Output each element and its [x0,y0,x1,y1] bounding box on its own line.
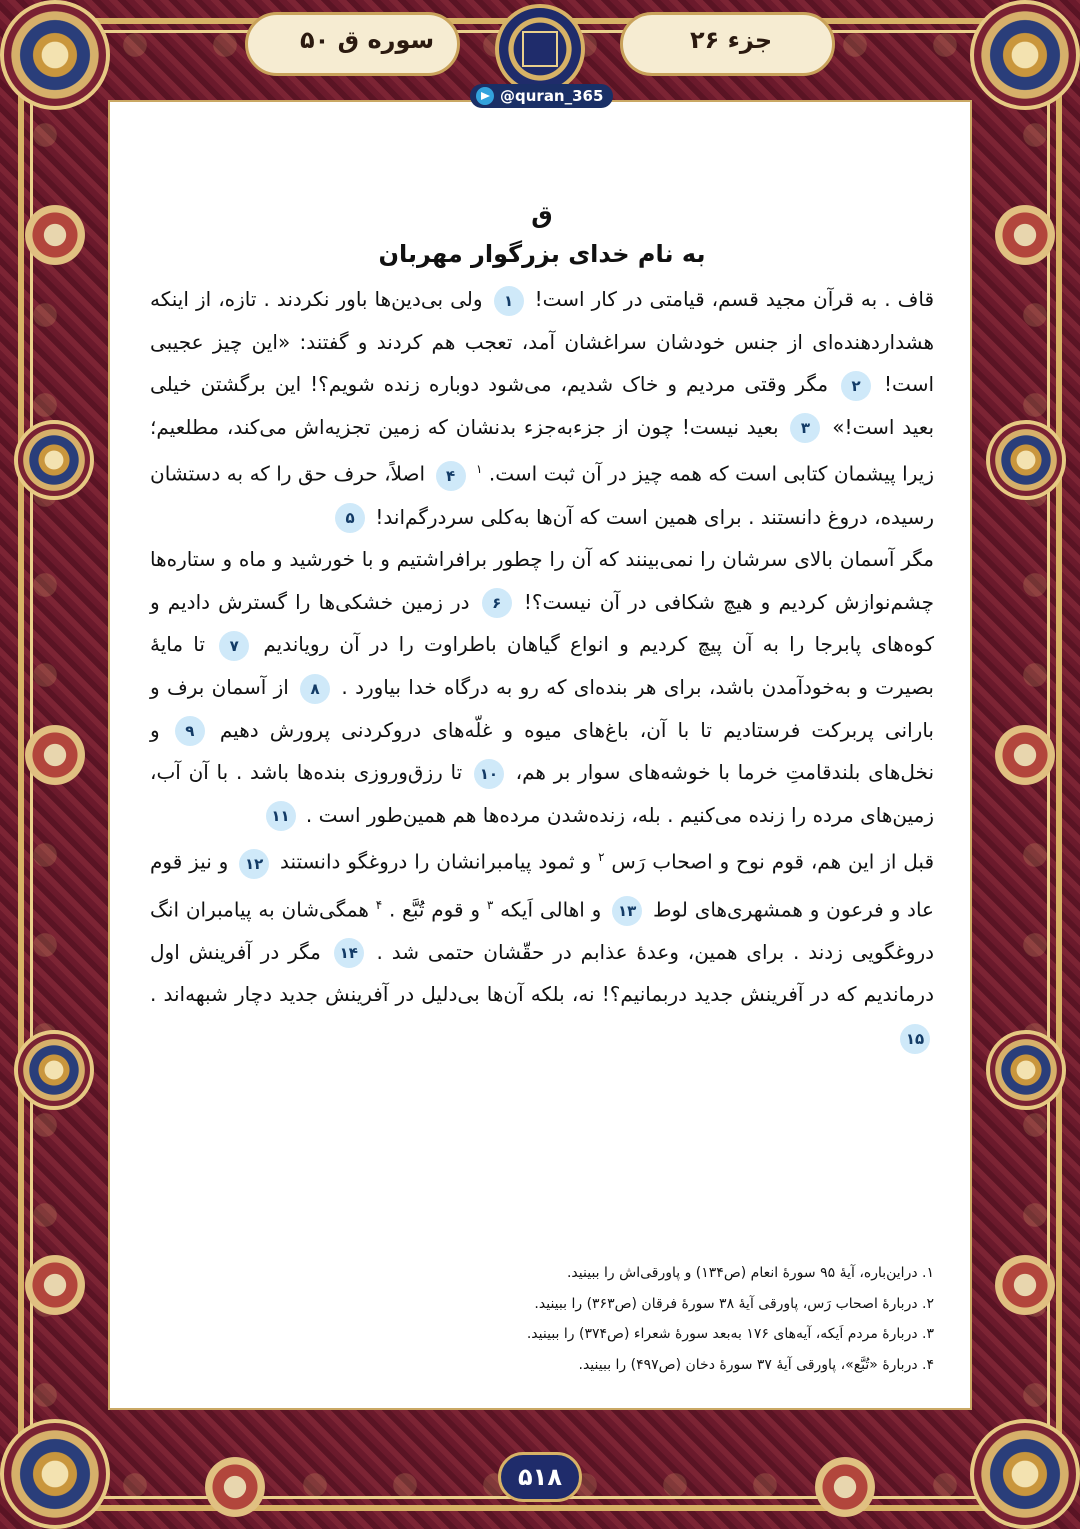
flower-ornament [990,1250,1060,1320]
verse-text: قاف . به قرآن مجید قسم، قیامتی در کار است! [527,287,935,311]
ayah-number-badge: ۱۱ [266,801,296,831]
side-medallion-left-1 [14,420,94,500]
corner-medallion-bottom-left [0,1419,110,1529]
ayah-number-badge: ۵ [335,503,365,533]
verse-text: مگر در آفرینش اول درماندیم که در آفرینش جدید دربمانیم؟! نه، بلکه آن‌ها بی‌دلیل در آفرینش جدید دچار شبهه‌اند . [150,939,934,1007]
ayah-number-badge: ۶ [482,588,512,618]
juz-label: جزء ۲۶ [690,26,773,54]
verse-text: و قوم تُبَّع . [382,897,481,922]
verse-text: همگی‌شان به پیامبران انگ دروغگویی زدند . برای همین، وعدهٔ عذابم در حقّشان حتمی شد . [150,897,935,964]
ayah-number-badge: ۱۴ [334,938,364,968]
footnote-ref: ۴ [375,897,383,912]
surah-title: ق [531,201,553,229]
corner-medallion-top-left [0,0,110,110]
logo-emblem [495,4,585,94]
verse-text: مگر آسمان بالای سرشان را نمی‌بینند که آن را چطور برافراشتیم و با خورشید و ماه و ستاره‌ها چشم‌نوازش کردیم و هیچ شکافی در آن نیست؟! [150,547,934,614]
ayah-number-badge: ۱ [494,286,524,316]
ayah-number-badge: ۱۰ [474,759,504,789]
paragraph [150,836,934,1058]
verse-text: و نخل‌های بلندقامتِ خرما با خوشه‌های سوار بر هم، [150,717,935,785]
verse-text: تا مایهٔ بصیرت و به‌خودآمدن باشد، برای هر بنده‌ای که رو به درگاه خدا بیاورد . [150,632,935,699]
surah-label: سوره ق ۵۰ [300,26,435,54]
flower-ornament [20,200,90,270]
verse-text: از آسمان برف و بارانی پربرکت فرستادیم تا با آن، باغ‌های میوه و غلّه‌های دروکردنی پرورش دهیم [150,675,934,742]
footnote-ref: ۱ [476,462,483,477]
side-medallion-right-1 [986,420,1066,500]
ayah-number-badge: ۷ [219,631,249,661]
ayah-number-badge: ۳ [790,413,820,443]
side-medallion-right-2 [986,1030,1066,1110]
verse-text: و ثمود پیامبرانشان را دروغگو دانستند [273,850,592,875]
verse-text: تا رزق‌وروزی بنده‌ها باشد . با آن آب، زمین‌های مرده را زنده می‌کنیم . بله، زنده‌شدن مرده‌ها هم همین‌طور است . [150,760,934,827]
corner-medallion-bottom-right [970,1419,1080,1529]
ayah-number-badge: ۱۵ [900,1024,930,1054]
channel-badge[interactable] [470,84,613,108]
page-number: ۵۱۸ [498,1452,582,1502]
paragraph [150,538,934,836]
verse-text: و نیز قوم عاد و فرعون و همشهری‌های لوط [150,850,934,922]
verse-text: قبل از این هم، قوم نوح و اصحاب رَس [604,850,934,875]
ayah-number-badge: ۴ [436,461,466,491]
telegram-icon [476,87,494,105]
ayah-number-badge: ۱۳ [612,896,642,926]
verse-text: و اهالی اَیکه [493,897,602,922]
verse-text: بعید نیست! چون از جزء‌به‌جزء بدنشان که زمین تجزیه‌اش می‌کند، مطلعیم؛ زیرا پیشمان کتابی است که همه چیز در آن ثبت است. [150,414,934,487]
main-text [150,196,934,1059]
ayah-number-badge: ۹ [175,716,205,746]
ayah-number-badge: ۱۲ [239,849,269,879]
footnote: ۱. دراین‌باره، آیهٔ ۹۵ سورهٔ انعام (ص۱۳۴) و پاورقی‌اش را ببینید. [566,1265,934,1281]
verse-text: اصلاً، حرف حق را که به دستشان رسیده، دروغ دانستند . برای همین است که آن‌ها به‌کلی سردرگم‌اند! [150,462,934,529]
footnote: ۲. دربارهٔ اصحاب رَس، پاورقی آیهٔ ۳۸ سورهٔ فرقان (ص۳۶۳) را ببینید. [534,1295,934,1312]
flower-ornament [20,720,90,790]
ayah-number-badge: ۲ [841,371,871,401]
footnote: ۴. دربارهٔ «تُبَّع»، پاورقی آیهٔ ۳۷ سورهٔ دخان (ص۴۹۷) را ببینید. [578,1356,934,1373]
verse-text: در زمین خشکی‌ها را گسترش دادیم و کوه‌های پابرجا را به آن پیچ کردیم و انواع گیاهان باطراوت را در آن رویاندیم [150,589,934,657]
channel-handle: @quran_365 [500,87,604,105]
paragraph [150,278,934,538]
flower-ornament [810,1452,880,1522]
flower-ornament [990,200,1060,270]
verse-text: ولی بی‌دین‌ها باور نکردند . تازه، از اینکه هشداردهنده‌ای از جنس خودشان سراغشان آمد، تعجب هم کردند و گفتند: «این چیز عجیبی است! [150,287,935,397]
corner-medallion-top-right [970,0,1080,110]
flower-ornament [20,1250,90,1320]
footnote-ref: ۲ [598,850,605,865]
side-medallion-left-2 [14,1030,94,1110]
footnote: ۳. دربارهٔ مردم اَیکه، آیه‌های ۱۷۶ به‌بعد سورهٔ شعراء (ص۳۷۴) را ببینید. [526,1326,934,1343]
verse-text: مگر وقتی مردیم و خاک شدیم، می‌شود دوباره زنده شویم؟! این برگشتن خیلی بعید است!» [150,372,935,439]
basmala: به نام خدای بزرگوار مهربان [378,240,706,268]
ayah-number-badge: ۸ [300,674,330,704]
flower-ornament [990,720,1060,790]
footnote-ref: ۳ [486,897,494,912]
flower-ornament [200,1452,270,1522]
footnotes [150,1258,934,1380]
